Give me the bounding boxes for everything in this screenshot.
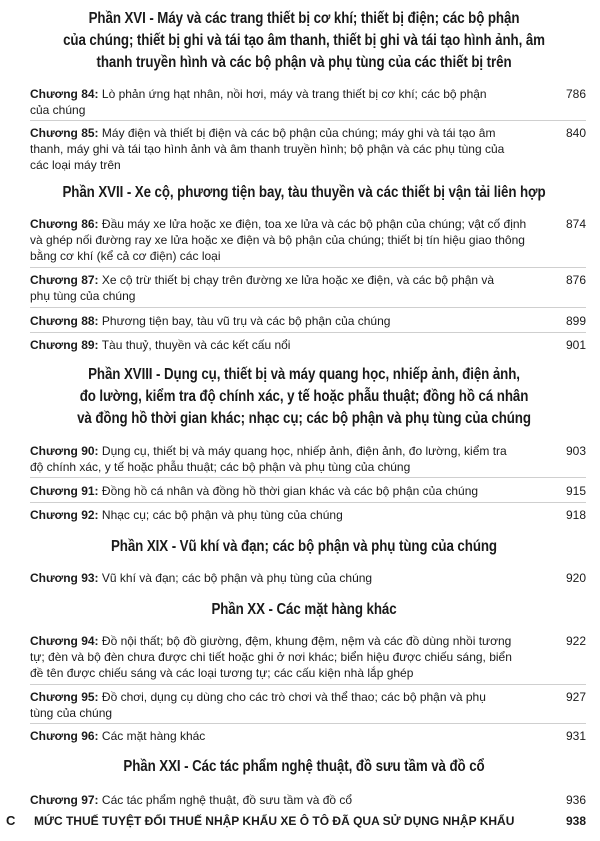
page-number: 938 xyxy=(565,814,586,828)
toc-entry-chuong-90: Chương 90: Dụng cụ, thiết bị và máy quang học, nhiếp ảnh, điện ảnh, đo lường, kiểm tra độ chính xác, y tế hoặc phẫu thuật; các bộ phận và phụ tùng của chúng 903 xyxy=(30,444,586,474)
section-heading-xix: Phần XIX - Vũ khí và đạn; các bộ phận và phụ tùng của chúng xyxy=(110,538,497,555)
page-number: 936 xyxy=(565,793,586,807)
page-number: 931 xyxy=(565,729,586,743)
page-number: 922 xyxy=(565,634,586,648)
toc-entry-chuong-85: Chương 85: Máy điện và thiết bị điện và các bộ phận của chúng; máy ghi và tái tạo âm thanh, máy ghi và tái tạo hình ảnh và âm thanh truyền hình; bộ phận và các phụ tùng của các loại máy trên 840 xyxy=(30,126,586,172)
page-number: 901 xyxy=(565,338,586,352)
toc-entry-chuong-95: Chương 95: Đồ chơi, dụng cụ dùng cho các trò chơi và thể thao; các bộ phận và phụ tùng của chúng 927 xyxy=(30,690,586,720)
section-heading-xvi: Phần XVI - Máy và các trang thiết bị cơ khí; thiết bị điện; các bộ phận của chúng; thiết bị ghi và tái tạo âm thanh, thiết bị ghi và tái tạo hình ảnh, âm thanh truyền hình và các bộ phận và phụ tùng của các thiết bị trên xyxy=(63,10,545,71)
toc-entry-chuong-89: Chương 89: Tàu thuỷ, thuyền và các kết cấu nổi 901 xyxy=(30,338,586,352)
toc-entry-chuong-84: Chương 84: Lò phản ứng hạt nhân, nồi hơi, máy và trang thiết bị cơ khí; các bộ phận của chúng 786 xyxy=(30,87,586,117)
page-number: 927 xyxy=(565,690,586,704)
toc-entry-chuong-92: Chương 92: Nhạc cụ; các bộ phận và phụ tùng của chúng 918 xyxy=(30,508,586,522)
page-number: 903 xyxy=(565,444,586,458)
section-c-title: MỨC THUẾ TUYỆT ĐỐI THUẾ NHẬP KHẨU XE Ô TÔ ĐÃ QUA SỬ DỤNG NHẬP KHẨU xyxy=(34,814,515,828)
toc-entry-chuong-94: Chương 94: Đồ nội thất; bộ đồ giường, đệm, khung đệm, nệm và các đồ dùng nhồi tương tự; đèn và bộ đèn chưa được chi tiết hoặc ghi ở nơi khác; biển hiệu được chiếu sáng, biển đề tên được chiếu sáng và các loại tương tự; các cấu kiện nhà lắp ghép 922 xyxy=(30,634,586,680)
section-heading-xvii: Phần XVII - Xe cộ, phương tiện bay, tàu thuyền và các thiết bị vận tải liên hợp xyxy=(62,184,546,201)
section-heading-xviii: Phần XVIII - Dụng cụ, thiết bị và máy quang học, nhiếp ảnh, điện ảnh, đo lường, kiểm tra độ chính xác, y tế hoặc phẫu thuật; đồng hồ cá nhân và đồng hồ thời gian khác; nhạc cụ; các bộ phận và phụ tùng của chúng xyxy=(77,366,531,427)
toc-entry-chuong-93: Chương 93: Vũ khí và đạn; các bộ phận và phụ tùng của chúng 920 xyxy=(30,571,586,585)
section-letter: C xyxy=(6,813,16,828)
page-number: 899 xyxy=(565,314,586,328)
page-number: 876 xyxy=(565,273,586,287)
toc-entry-chuong-97: Chương 97: Các tác phẩm nghệ thuật, đồ sưu tầm và đồ cổ 936 xyxy=(30,793,586,807)
toc-entry-chuong-88: Chương 88: Phương tiện bay, tàu vũ trụ và các bộ phận của chúng 899 xyxy=(30,314,586,328)
toc-entry-chuong-86: Chương 86: Đầu máy xe lửa hoặc xe điện, toa xe lửa và các bộ phận của chúng; vật cố định và ghép nối đường ray xe lửa hoặc xe điện và bộ phận của chúng; thiết bị tín hiệu giao thông bằng cơ khí (kể cả cơ điện) các loại 874 xyxy=(30,217,586,263)
section-heading-xx: Phần XX - Các mặt hàng khác xyxy=(211,601,397,618)
toc-entry-chuong-96: Chương 96: Các mặt hàng khác 931 xyxy=(30,729,586,743)
page-number: 918 xyxy=(565,508,586,522)
page-number: 786 xyxy=(565,87,586,101)
page-number: 920 xyxy=(565,571,586,585)
page-number: 874 xyxy=(565,217,586,231)
toc-entry-chuong-87: Chương 87: Xe cộ trừ thiết bị chạy trên đường xe lửa hoặc xe điện, và các bộ phận và phụ tùng của chúng 876 xyxy=(30,273,586,303)
section-heading-xxi: Phần XXI - Các tác phẩm nghệ thuật, đồ sưu tầm và đồ cổ xyxy=(123,758,485,775)
page-number: 915 xyxy=(565,484,586,498)
page-number: 840 xyxy=(565,126,586,140)
toc-entry-chuong-91: Chương 91: Đồng hồ cá nhân và đồng hồ thời gian khác và các bộ phận của chúng 915 xyxy=(30,484,586,498)
